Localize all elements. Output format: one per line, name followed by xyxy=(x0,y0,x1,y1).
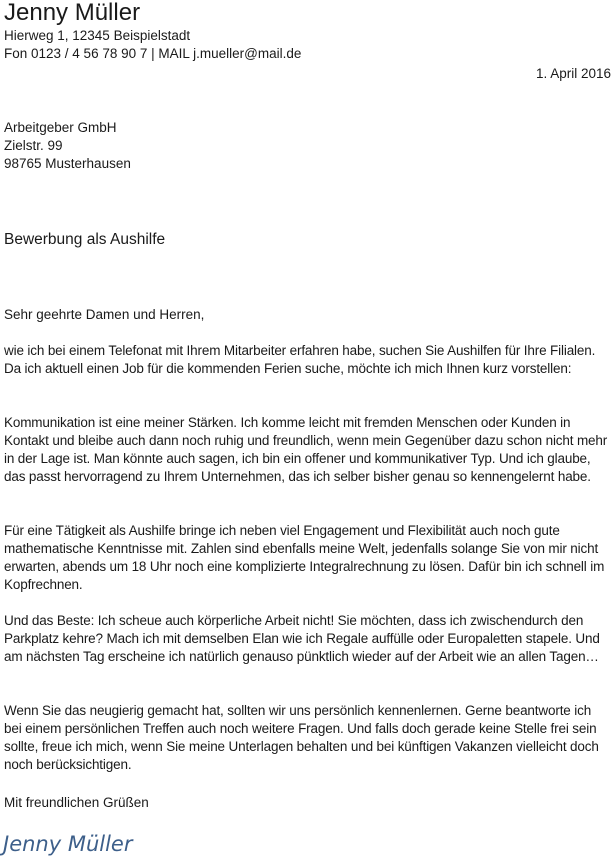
body-paragraph: Kommunikation ist eine meiner Stärken. Ich komme leicht mit fremden Menschen oder Kunden in Kontakt und bleibe auch dann noch ruhig und freundlich, wenn mein Gegenüber dazu schon nicht mehr in der Lage ist. Man könnte auch sagen, ich bin ein offener und kommunikativer Typ. Und ich glaube, das passt hervorragend zu Ihrem Unternehmen, das ich selber bisher genau so kennengelernt habe. xyxy=(4,415,608,484)
body-paragraph: wie ich bei einem Telefonat mit Ihrem Mitarbeiter erfahren habe, suchen Sie Aushilfen für Ihre Filialen. Da ich aktuell einen Job für die kommenden Ferien suche, möchte ich mich Ihnen kurz vorstellen: xyxy=(4,343,596,376)
body-paragraph: Für eine Tätigkeit als Aushilfe bringe ich neben viel Engagement und Flexibilität auch noch gute mathematische Kenntnisse mit. Zahlen sind ebenfalls meine Welt, jedenfalls solange Sie von mir nicht erwarten, abends um 18 Uhr noch eine komplizierte Integralrechnung zu lösen. Dafür bin ich schnell im Kopfrechnen. xyxy=(4,523,605,592)
salutation: Sehr geehrte Damen und Herren, xyxy=(4,307,205,322)
recipient-company: Arbeitgeber GmbH xyxy=(4,120,117,135)
sender-contact: Fon 0123 / 4 56 78 90 7 | MAIL j.mueller@mail.de xyxy=(4,46,302,61)
recipient-address xyxy=(4,119,131,173)
sender-address: Hierweg 1, 12345 Beispielstadt xyxy=(4,28,191,43)
body-paragraph: Und das Beste: Ich scheue auch körperliche Arbeit nicht! Sie möchten, dass ich zwischendurch den Parkplatz kehre? Mach ich mit demselben Elan wie ich Regale auffülle oder Europaletten stapele. Und am nächsten Tag erscheine ich natürlich genauso pünktlich wieder auf der Arbeit wie an allen Tagen… xyxy=(4,613,600,664)
closing-phrase: Mit freundlichen Grüßen xyxy=(4,795,149,810)
body-paragraph: Wenn Sie das neugierig gemacht hat, sollten wir uns persönlich kennenlernen. Gerne beantworte ich bei einem persönlichen Treffen auch noch weitere Fragen. Und falls doch gerade keine Stelle frei sein sollte, freue ich mich, wenn Sie meine Unterlagen behalten und bei künftigen Vakanzen vielleicht doch noch berücksichtigen. xyxy=(4,703,599,772)
sender-name: Jenny Müller xyxy=(4,0,141,26)
letter-date: 1. April 2016 xyxy=(535,66,611,81)
recipient-street: Zielstr. 99 xyxy=(4,138,63,153)
recipient-city: 98765 Musterhausen xyxy=(4,156,131,171)
signature: Jenny Müller xyxy=(3,832,133,856)
letter-subject: Bewerbung als Aushilfe xyxy=(4,231,166,248)
